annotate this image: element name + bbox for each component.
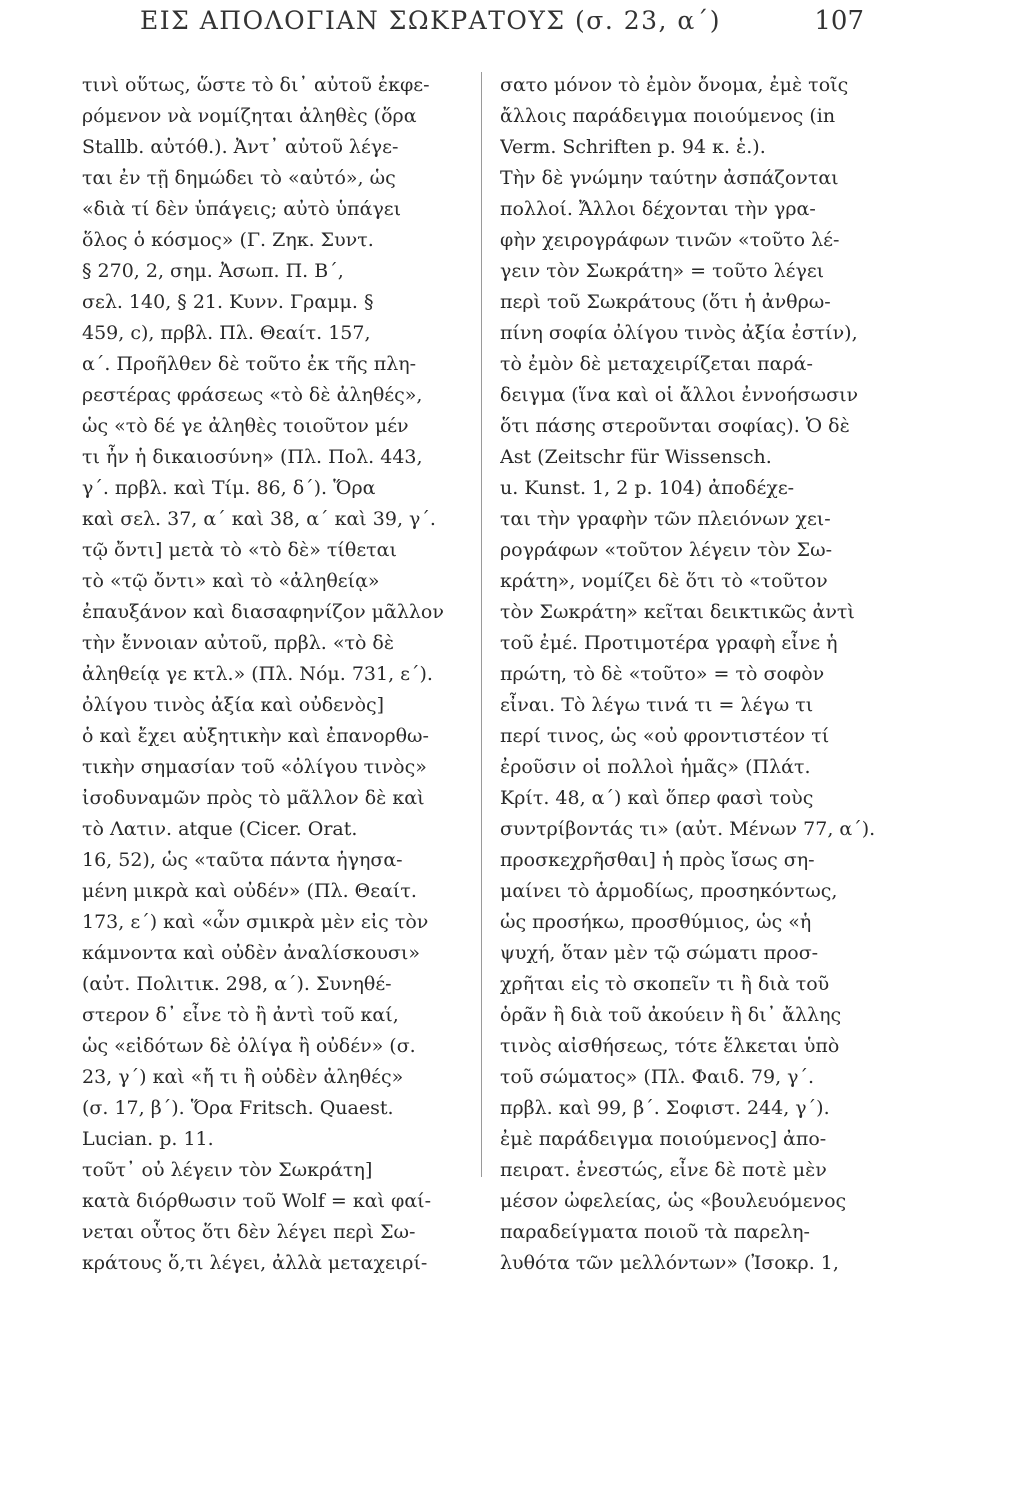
text-line: δειγμα (ἵνα καὶ οἱ ἄλλοι ἐννοήσωσιν	[500, 384, 859, 406]
text-line: ὁρᾶν ἢ διὰ τοῦ ἀκούειν ἢ δι᾿ ἄλλης	[500, 1004, 842, 1026]
text-line: τοῦτ᾿ οὐ λέγειν τὸν Σωκράτη]	[82, 1159, 373, 1181]
text-line: κράτη», νομίζει δὲ ὅτι τὸ «τοῦτον	[500, 570, 828, 592]
text-line: τινὸς αἰσθήσεως, τότε ἕλκεται ὑπὸ	[500, 1035, 840, 1057]
text-line: κατὰ διόρθωσιν τοῦ Wolf = καὶ φαί-	[82, 1190, 432, 1212]
text-line: § 270, 2, σημ. Ἀσωπ. Π. Β΄,	[82, 260, 344, 282]
text-line: μαίνει τὸ ἁρμοδίως, προσηκόντως,	[500, 880, 838, 902]
text-line: ται τὴν γραφὴν τῶν πλειόνων χει-	[500, 508, 831, 530]
text-line: Lucian. p. 11.	[82, 1128, 214, 1150]
text-line: ρεστέρας φράσεως «τὸ δὲ ἀληθές»,	[82, 384, 423, 406]
text-line: Verm. Schriften p. 94 κ. ἑ.).	[500, 136, 766, 158]
text-line: σατο μόνον τὸ ἐμὸν ὄνομα, ἐμὲ τοῖς	[500, 74, 849, 96]
column-divider	[481, 72, 482, 1177]
text-line: Τὴν δὲ γνώμην ταύτην ἀσπάζονται	[500, 167, 839, 189]
text-line: κράτους ὅ,τι λέγει, ἀλλὰ μεταχειρί-	[82, 1252, 428, 1274]
text-line: ὡς «τὸ δέ γε ἀληθὲς τοιοῦτον μέν	[82, 415, 409, 437]
text-line: περὶ τοῦ Σωκράτους (ὅτι ἡ ἀνθρω-	[500, 291, 831, 313]
text-line: λυθότα τῶν μελλόντων» (Ἰσοκρ. 1,	[500, 1252, 839, 1274]
text-line: πρβλ. καὶ 99, β΄. Σοφιστ. 244, γ΄).	[500, 1097, 830, 1119]
text-line: ὡς «εἰδότων δὲ ὀλίγα ἢ οὐδέν» (σ.	[82, 1035, 416, 1057]
text-line: μένη μικρὰ καὶ οὐδέν» (Πλ. Θεαίτ.	[82, 880, 417, 902]
text-line: τὸ «τῷ ὄντι» καὶ τὸ «ἀληθείᾳ»	[82, 570, 380, 592]
text-line: γειν τὸν Σωκράτη» = τοῦτο λέγει	[500, 260, 825, 282]
text-line: γ΄. πρβλ. καὶ Τίμ. 86, δ΄). Ὅρα	[82, 477, 376, 499]
text-line: πειρατ. ἐνεστώς, εἶνε δὲ ποτὲ μὲν	[500, 1159, 827, 1181]
text-line: ἐμὲ παράδειγμα ποιούμενος] ἀπο-	[500, 1128, 827, 1150]
text-line: ἐροῦσιν οἱ πολλοὶ ἡμᾶς» (Πλάτ.	[500, 756, 811, 778]
text-line: περί τινος, ὡς «οὐ φροντιστέον τί	[500, 725, 830, 747]
text-line: ἄλλοις παράδειγμα ποιούμενος (in	[500, 105, 836, 127]
text-line: παραδείγματα ποιοῦ τὰ παρελη-	[500, 1221, 810, 1243]
text-line: ἀληθείᾳ γε κτλ.» (Πλ. Νόμ. 731, ε΄).	[82, 663, 433, 685]
text-line: τὸν Σωκράτη» κεῖται δεικτικῶς ἀντὶ	[500, 601, 855, 623]
text-line: τῷ ὄντι] μετὰ τὸ «τὸ δὲ» τίθεται	[82, 539, 397, 561]
left-column	[82, 70, 497, 1279]
text-line: 23, γ΄) καὶ «ἤ τι ἢ οὐδὲν ἀληθές»	[82, 1066, 404, 1088]
text-line: μέσον ὠφελείας, ὡς «βουλευόμενος	[500, 1190, 847, 1212]
text-line: ὀλίγου τινὸς ἀξία καὶ οὐδενὸς]	[82, 694, 385, 716]
text-line: ὅτι πάσης στεροῦνται σοφίας). Ὁ δὲ	[500, 415, 850, 437]
text-line: «διὰ τί δὲν ὑπάγεις; αὐτὸ ὑπάγει	[82, 198, 402, 220]
text-line: (αὐτ. Πολιτικ. 298, α΄). Συνηθέ-	[82, 973, 392, 995]
text-line: ἰσοδυναμῶν πρὸς τὸ μᾶλλον δὲ καὶ	[82, 787, 425, 809]
text-line: χρῆται εἰς τὸ σκοπεῖν τι ἢ διὰ τοῦ	[500, 973, 830, 995]
text-line: τὴν ἔννοιαν αὐτοῦ, πρβλ. «τὸ δὲ	[82, 632, 395, 654]
text-line: ἐπαυξάνον καὶ διασαφηνίζον μᾶλλον	[82, 601, 444, 623]
text-line: Κρίτ. 48, α΄) καὶ ὅπερ φασὶ τοὺς	[500, 787, 814, 809]
text-line: (σ. 17, β΄). Ὅρα Fritsch. Quaest.	[82, 1097, 394, 1119]
text-line: ρογράφων «τοῦτον λέγειν τὸν Σω-	[500, 539, 833, 561]
text-line: τικὴν σημασίαν τοῦ «ὀλίγου τινὸς»	[82, 756, 427, 778]
text-line: νεται οὗτος ὅτι δὲν λέγει περὶ Σω-	[82, 1221, 416, 1243]
text-line: 173, ε΄) καὶ «ὧν σμικρὰ μὲν εἰς τὸν	[82, 911, 429, 933]
text-line: σελ. 140, § 21. Κυνν. Γραμμ. §	[82, 291, 374, 313]
text-line: 459, c), πρβλ. Πλ. Θεαίτ. 157,	[82, 322, 371, 344]
page-number: 107	[814, 6, 864, 36]
text-line: τοῦ ἐμέ. Προτιμοτέρα γραφὴ εἶνε ἡ	[500, 632, 838, 654]
text-line: φὴν χειρογράφων τινῶν «τοῦτο λέ-	[500, 229, 840, 251]
text-line: πρώτη, τὸ δὲ «τοῦτο» = τὸ σοφὸν	[500, 663, 825, 685]
text-line: συντρίβοντάς τι» (αὐτ. Μένων 77, α΄).	[500, 818, 876, 840]
text-line: ὅλος ὁ κόσμος» (Γ. Ζηκ. Συντ.	[82, 229, 374, 251]
text-line: 16, 52), ὡς «ταῦτα πάντα ἡγησα-	[82, 849, 403, 871]
text-line: Ast (Zeitschr für Wissensch.	[500, 446, 772, 468]
text-line: προσκεχρῆσθαι] ἡ πρὸς ἴσως ση-	[500, 849, 815, 871]
text-line: ρόμενον νὰ νομίζηται ἀληθὲς (ὅρα	[82, 105, 417, 127]
text-line: πίνη σοφία ὀλίγου τινὸς ἀξία ἐστίν),	[500, 322, 858, 344]
text-line: u. Kunst. 1, 2 p. 104) ἀποδέχε-	[500, 477, 795, 499]
text-line: Stallb. αὐτόθ.). Ἀντ᾿ αὐτοῦ λέγε-	[82, 136, 399, 158]
text-line: καὶ σελ. 37, α΄ καὶ 38, α΄ καὶ 39, γ΄.	[82, 508, 436, 530]
text-line: α΄. Προῆλθεν δὲ τοῦτο ἐκ τῆς πλη-	[82, 353, 417, 375]
text-line: ὡς προσήκω, προσθύμιος, ὡς «ἡ	[500, 911, 812, 933]
text-line: ται ἐν τῇ δημώδει τὸ «αὐτό», ὡς	[82, 167, 396, 189]
text-line: τι ἦν ἡ δικαιοσύνη» (Πλ. Πολ. 443,	[82, 446, 423, 468]
text-line: πολλοί. Ἄλλοι δέχονται τὴν γρα-	[500, 198, 816, 220]
text-line: τοῦ σώματος» (Πλ. Φαιδ. 79, γ΄.	[500, 1066, 815, 1088]
text-line: τὸ ἐμὸν δὲ μεταχειρίζεται παρά-	[500, 353, 813, 375]
text-line: εἶναι. Τὸ λέγω τινά τι = λέγω τι	[500, 694, 814, 716]
text-line: κάμνοντα καὶ οὐδὲν ἀναλίσκουσι»	[82, 942, 420, 964]
text-line: τὸ Λατιν. atque (Cicer. Orat.	[82, 818, 358, 840]
text-line: ψυχή, ὅταν μὲν τῷ σώματι προσ-	[500, 942, 819, 964]
text-line: ὁ καὶ ἔχει αὐξητικὴν καὶ ἐπανορθω-	[82, 725, 429, 747]
text-line: τινὶ οὕτως, ὥστε τὸ δι᾿ αὐτοῦ ἐκφε-	[82, 74, 430, 96]
right-column	[500, 70, 915, 1279]
text-line: στερον δ᾿ εἶνε τὸ ἢ ἀντὶ τοῦ καί,	[82, 1004, 399, 1026]
running-head: ΕΙΣ ΑΠΟΛΟΓΙΑΝ ΣΩΚΡΑΤΟΥΣ (σ. 23, α΄)	[140, 6, 722, 35]
